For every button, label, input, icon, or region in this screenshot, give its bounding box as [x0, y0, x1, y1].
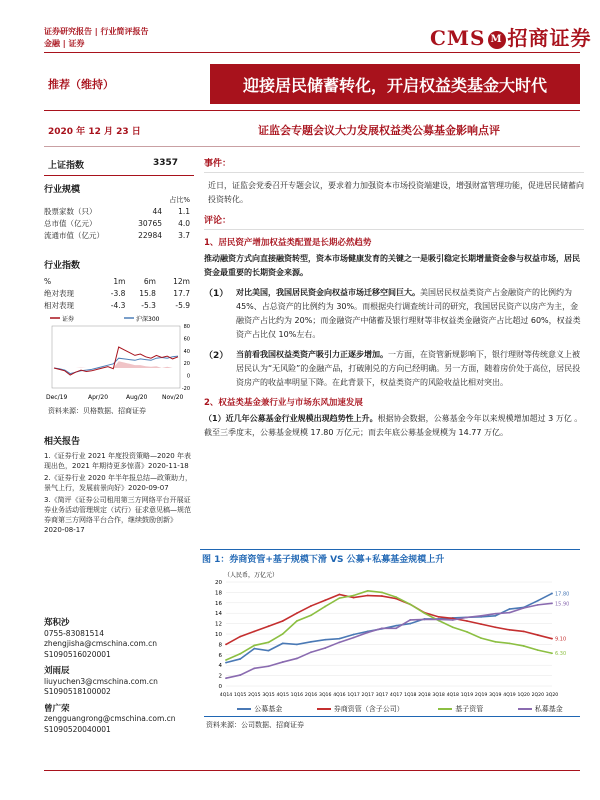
data-point: [409, 623, 411, 625]
event-divider: [204, 172, 584, 173]
scale-title: 行业规模: [44, 185, 81, 195]
related-link-1[interactable]: 1.《证券行业 2021 年度投资策略—2020 年表现出色，2021 年期待更多惊喜》2020-11-18: [44, 452, 191, 470]
brand-logo: [430, 22, 592, 51]
comment-tag: 评论：: [204, 216, 232, 226]
cell: 1m: [113, 276, 126, 286]
data-point: [409, 603, 411, 605]
report-title: 迎接居民储蓄转化，开启权益类基金大时代: [210, 64, 580, 104]
data-point: [424, 612, 426, 614]
data-point: [424, 619, 426, 621]
mini-xtick: Nov/20: [162, 394, 184, 401]
y-tick-label: 20: [215, 580, 222, 586]
cell: 44: [152, 206, 162, 216]
data-point: [296, 658, 298, 660]
data-point: [367, 590, 369, 592]
cell: 1.1: [178, 206, 190, 216]
data-point: [509, 608, 511, 610]
item-lead: 当前看我国权益类资产吸引力正逐步增加。: [236, 350, 388, 359]
x-tick-label: 4Q17: [389, 693, 403, 698]
index-value: 3357: [152, 158, 178, 168]
legend-item: [438, 704, 483, 714]
data-point: [324, 606, 326, 608]
data-point: [353, 595, 355, 597]
x-tick-label: 4Q14: [219, 693, 233, 698]
data-point: [338, 641, 340, 643]
item-number: （1）: [204, 414, 226, 423]
cell: 15.8: [139, 288, 156, 298]
end-value-label: 6.30: [555, 651, 567, 658]
data-point: [466, 620, 468, 622]
x-tick-label: 3Q19: [489, 693, 502, 698]
data-point: [353, 637, 355, 639]
table-row: [44, 229, 194, 241]
cell: 12m: [173, 276, 190, 286]
x-tick-label: 3Q18: [432, 693, 445, 698]
header-breadcrumb: [44, 26, 149, 50]
table-row: [44, 217, 194, 229]
analyst-email[interactable]: liuyuchen3@cmschina.com.cn: [44, 676, 158, 686]
data-point: [296, 644, 298, 646]
item-text: 根据协会数据，公募基金今年以来规模增加超过 3 万亿 。截至三季度末，公募基金规模 17.80 万亿元；而去年底公募基金规模为 14.77 万亿。: [204, 414, 583, 437]
y-tick-label: 12: [215, 621, 222, 628]
legend-hs300: 沪深300: [136, 316, 160, 323]
data-point: [253, 667, 255, 669]
data-point: [395, 627, 397, 629]
data-point: [253, 648, 255, 650]
series-line: [226, 594, 552, 644]
section-1-lead: 推动融资方式向直接融资转型，资本市场健康发育的关键之一是吸引稳定长期增量资金参与权益市场，居民资金最重要的长期资金来源。: [204, 254, 580, 277]
data-point: [324, 599, 326, 601]
figure-title: 图 1：券商资管+基子规模下滑 VS 公募+私募基金规模上升: [202, 555, 445, 565]
data-point: [537, 634, 539, 636]
mini-y-tick: -20: [181, 386, 190, 392]
data-point: [494, 615, 496, 617]
mini-chart-source: 资料来源：贝格数据、招商证券: [48, 407, 146, 415]
data-point: [367, 595, 369, 597]
item-number: （1）: [204, 289, 229, 299]
data-point: [395, 625, 397, 627]
y-tick-label: 2: [218, 673, 222, 680]
report-date: 2020 年 12 月 23 日: [48, 127, 141, 137]
data-point: [324, 647, 326, 649]
cell: 22984: [138, 230, 162, 240]
data-point: [537, 600, 539, 602]
table-row: [44, 275, 194, 287]
header-divider: [44, 52, 580, 53]
x-tick-label: 2Q16: [304, 693, 318, 698]
legend-swatch: [317, 708, 331, 710]
event-tag: 事件：: [204, 159, 232, 169]
item-number: （2）: [204, 351, 229, 361]
figure-source: 资料来源：公司数据、招商证券: [206, 721, 304, 729]
data-point: [523, 607, 525, 609]
x-tick-label: 4Q19: [503, 693, 516, 698]
cell: 3.7: [178, 230, 190, 240]
section-1-title: 1、居民资产增加权益类配置是长期必然趋势: [204, 238, 372, 248]
y-tick-label: 16: [215, 600, 222, 607]
related-link-2[interactable]: 2.《证券行业 2020 年半年报总结—政策助力，景气上行，发展前景向好》2020-09-07: [44, 474, 192, 492]
data-point: [395, 596, 397, 598]
y-tick-label: 4: [218, 663, 222, 670]
y-tick-label: 14: [215, 611, 222, 618]
legend-sec: 证券: [62, 316, 75, 323]
logo-emblem-icon: M: [488, 31, 506, 49]
x-tick-label: 1Q20: [517, 693, 530, 698]
data-point: [239, 653, 241, 655]
mini-y-tick: 40: [183, 348, 190, 355]
y-tick-label: 10: [215, 632, 222, 638]
data-point: [381, 592, 383, 594]
cell: 6m: [143, 276, 156, 286]
data-point: [509, 612, 511, 614]
data-point: [438, 619, 440, 621]
analyst-name: 刘雨辰: [44, 666, 70, 676]
table-row: [44, 205, 194, 217]
data-point: [409, 619, 411, 621]
mini-xtick: Apr/20: [88, 394, 109, 401]
data-point: [253, 631, 255, 633]
data-point: [268, 650, 270, 652]
x-tick-label: 4Q15: [276, 693, 289, 698]
x-tick-label: 2Q20: [531, 693, 545, 698]
data-point: [381, 595, 383, 597]
table-row: [44, 299, 194, 311]
report-subtitle: 证监会专题会议大力发展权益类公募基金影响点评: [258, 124, 500, 137]
cell: -4.3: [110, 300, 126, 310]
x-tick-label: 3Q20: [545, 693, 559, 698]
data-point: [338, 594, 340, 596]
legend-label: 基子资管: [455, 705, 484, 713]
legend-swatch: [438, 708, 452, 710]
x-tick-label: 2Q19: [474, 693, 488, 698]
scale-table: [44, 205, 194, 241]
x-tick-label: 1Q18: [404, 693, 417, 698]
series-line: [226, 603, 552, 678]
perf-block: [44, 258, 194, 311]
data-point: [466, 631, 468, 633]
data-point: [225, 659, 227, 661]
related-title: 相关报告: [44, 437, 81, 447]
data-point: [494, 613, 496, 615]
data-point: [551, 593, 553, 595]
cell: %: [44, 276, 52, 286]
data-point: [225, 662, 227, 664]
data-point: [268, 665, 270, 667]
end-value-label: 9.10: [555, 636, 567, 643]
y-tick-label: 0: [218, 684, 222, 690]
data-point: [310, 651, 312, 653]
data-point: [523, 631, 525, 633]
event-text: 近日，证监会党委召开专题会议，要求着力加强资本市场投资端建设，增强财富管理功能，促进居民储蓄向投资转化。: [208, 181, 584, 204]
data-point: [452, 626, 454, 628]
data-point: [282, 633, 284, 635]
cell: 流通市值（亿元）: [44, 230, 104, 240]
legend-label: 私募基金: [534, 705, 563, 713]
item-text: 美国居民权益类资产占金融资产的比例约为 45%、占总资产的比例约为 30%。而根据央行调查统计司的研究，我国居民资产以房产为主，金融资产占比约为 20%；而金融资产中储蓄及银行理财等非权益类金融资产占比超过 60%，权益类资产占比仅 10%左右。: [236, 288, 581, 339]
data-point: [353, 634, 355, 636]
data-point: [225, 644, 227, 646]
cell: 股票家数（只）: [44, 206, 97, 216]
data-point: [452, 618, 454, 620]
mini-xtick: Aug/20: [126, 394, 148, 401]
subtitle-divider: [44, 146, 580, 147]
cell: 绝对表现: [44, 288, 74, 298]
header-line-1: 证券研究报告 | 行业简评报告: [44, 27, 149, 36]
data-point: [551, 652, 553, 654]
y-tick-label: 18: [215, 590, 222, 597]
index-row: [44, 158, 202, 171]
mini-index-chart: [44, 312, 194, 402]
scale-unit: 占比%: [169, 196, 190, 204]
related-link-3[interactable]: 3.《简评《证券公司租用第三方网络平台开展证券业务活动管理规定（试行）征求意见稿—规范券商第三方网络平台合作，继续鼓励创新》2020-08-17: [44, 496, 191, 534]
legend-swatch: [518, 708, 532, 710]
comment-divider: [204, 229, 584, 230]
data-point: [239, 658, 241, 660]
analyst-name: 郑积沙: [44, 618, 70, 628]
data-point: [480, 637, 482, 639]
table-row: [44, 287, 194, 299]
header-line-2: 金融 | 证券: [44, 39, 85, 48]
legend-label: 公募基金: [254, 705, 283, 713]
item-lead: 对比美国，我国居民资金向权益市场迁移空间巨大。: [236, 288, 420, 297]
data-point: [310, 605, 312, 607]
cell: 相对表现: [44, 300, 74, 310]
data-point: [239, 674, 241, 676]
data-point: [367, 632, 369, 634]
cell: 17.7: [173, 288, 190, 298]
index-label: 上证指数: [48, 161, 85, 171]
analyst-cert: S1090520040001: [44, 724, 111, 734]
item-body: [236, 286, 584, 342]
x-tick-label: 1Q19: [460, 693, 474, 698]
x-tick-label: 3Q15: [262, 693, 275, 698]
x-tick-label: 4Q18: [446, 693, 459, 698]
legend-label: 券商资管（含子公司）: [333, 705, 404, 713]
y-axis-label: （人民币，万亿元）: [224, 572, 279, 579]
data-point: [509, 629, 511, 631]
mini-y-tick: 80: [183, 324, 190, 330]
figure-bottom-rule: [204, 716, 580, 717]
fund-scale-chart: [204, 568, 574, 704]
data-point: [310, 641, 312, 643]
data-point: [452, 619, 454, 621]
data-point: [338, 638, 340, 640]
footer-divider: [44, 770, 580, 771]
mini-fill-area: [54, 361, 178, 368]
data-point: [537, 649, 539, 651]
x-tick-label: 4Q16: [333, 693, 346, 698]
analyst-cert: S1090516020001: [44, 649, 111, 659]
mini-y-tick: 0: [186, 373, 190, 380]
cell: -5.3: [141, 300, 156, 310]
figure-rule: [200, 549, 580, 550]
end-value-label: 15.90: [555, 601, 570, 608]
data-point: [509, 642, 511, 644]
analyst-email[interactable]: zengguangrong@cmschina.com.cn: [44, 714, 176, 723]
data-point: [551, 638, 553, 640]
data-point: [310, 614, 312, 616]
cell: 4.0: [178, 218, 190, 228]
legend-item: [317, 704, 404, 714]
section-2-title: 2、权益类基金兼行业与市场东风加速发展: [204, 398, 363, 408]
logo-cms: CMS: [430, 26, 486, 50]
data-point: [494, 626, 496, 628]
cell: 总市值（亿元）: [44, 218, 97, 228]
data-point: [282, 642, 284, 644]
end-value-label: 17.80: [555, 591, 570, 598]
perf-table: [44, 275, 194, 311]
x-tick-label: 2Q15: [248, 693, 261, 698]
list-item: [204, 348, 584, 390]
x-tick-label: 2Q18: [418, 693, 431, 698]
data-point: [253, 645, 255, 647]
data-point: [494, 641, 496, 643]
related-reports: [44, 434, 194, 535]
rating: 推荐（维持）: [48, 78, 114, 91]
data-point: [296, 612, 298, 614]
data-point: [537, 604, 539, 606]
item-text: 一方面，在资管新规影响下，银行理财等传统意义上被居民认为“无风险”的金融产品，打破刚兑的方向已经明确。另一方面，随着房价处于高位，居民投资房产的收益率明显下降。在此背景下，权益类资产的风险收益比相对突出。: [236, 350, 581, 387]
data-point: [282, 620, 284, 622]
data-point: [268, 641, 270, 643]
x-tick-label: 1Q16: [290, 693, 304, 698]
title-divider: [44, 110, 580, 111]
chart-legend: [220, 704, 580, 714]
sidebar-divider: [44, 175, 194, 176]
item-body: [204, 412, 584, 440]
series-line: [226, 591, 552, 660]
scale-block: [44, 182, 194, 241]
y-tick-label: 8: [218, 642, 222, 649]
x-tick-label: 1Q15: [233, 693, 247, 698]
data-point: [466, 616, 468, 618]
mini-y-tick: 20: [183, 361, 190, 368]
data-point: [480, 623, 482, 625]
analyst-name: 曾广荣: [44, 703, 70, 714]
x-tick-label: 3Q16: [319, 693, 332, 698]
x-tick-label: 1Q17: [347, 693, 360, 698]
legend-item: [518, 704, 563, 714]
list-item: [204, 286, 584, 342]
data-point: [268, 625, 270, 627]
legend-swatch: [237, 708, 251, 710]
mini-y-tick: 60: [183, 336, 190, 343]
data-point: [480, 615, 482, 617]
cell: -5.9: [175, 300, 190, 310]
analyst-phone: 0755-83081514: [44, 628, 104, 638]
y-tick-label: 6: [218, 652, 222, 659]
cell: -3.8: [110, 288, 126, 298]
item-body: [236, 348, 584, 390]
data-point: [225, 677, 227, 679]
x-tick-label: 3Q17: [375, 693, 389, 698]
logo-cn: 招商证券: [507, 26, 592, 50]
x-tick-label: 2Q17: [361, 693, 374, 698]
data-point: [338, 597, 340, 599]
analyst-cert: S1090518100002: [44, 687, 111, 696]
perf-title: 行业指数: [44, 261, 81, 271]
cell: 30765: [138, 218, 162, 228]
data-point: [239, 636, 241, 638]
data-point: [324, 639, 326, 641]
data-point: [353, 597, 355, 599]
mini-xtick: Dec/19: [46, 394, 68, 401]
data-point: [523, 645, 525, 647]
main-content: [204, 156, 584, 440]
data-point: [381, 627, 383, 629]
data-point: [551, 602, 553, 604]
legend-item: [237, 704, 282, 714]
data-point: [282, 661, 284, 663]
data-point: [296, 620, 298, 622]
analysts: [44, 618, 194, 735]
item-lead: 近几年公募基金行业规模出现趋势性上升。: [225, 414, 378, 423]
data-point: [438, 616, 440, 618]
analyst-email[interactable]: zhengjisha@cmschina.com.cn: [44, 639, 158, 648]
